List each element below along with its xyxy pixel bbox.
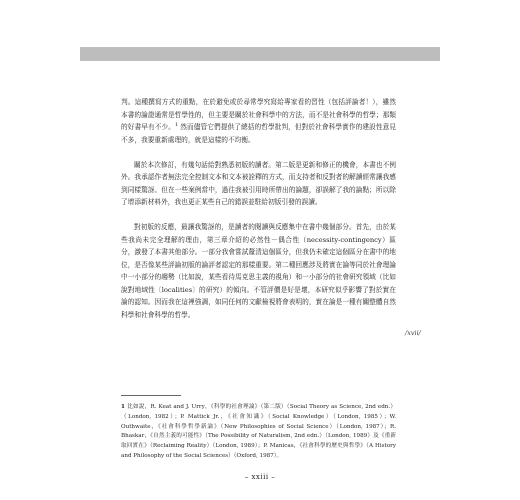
paragraph-2: 關於本次修訂，有幾句話給對熟悉初版的讀者。第二版是更新和修正的機會，本書也不例外。我承認作者無法完全控制文本和文本被詮釋的方式，而支持者和反對者的解讀經常讓我感到同樣驚訝。但在一些案例當中，過往我被引用時所帶出的論題，卻誤解了我的論點；所以除了增添新材料外，我也更正某些自己的錯誤並駐給初版引發的誤讀。 xyxy=(121,160,396,206)
paragraph-1 xyxy=(121,96,396,146)
margin-page-reference: /xvii/ xyxy=(405,329,421,337)
paragraph-3: 對初版的反應，最讓我驚訝的，是讀者的閱讀與反應集中在書中幾個部分。首先，由於某些我尚未完全理解的理由，第三章介紹的必然性－偶合性（necessity-contingency）區分，激發了本書其他部分。一部分我會嘗試釐清這個區分，但我仍未確定這個區分在書中的地位，是否像某些評論初版的論評者認定的那樣重要。第二種回應涉及將實在論等同於社會理論中一小部分的趨勢（比如說，某些看待馬克思主義的視角）和一小部分的社會研究領域（比如說對地域性〔localities〕的研究）的傾向。不管評價是好是壞，本研究似乎影響了對於實在論的認知。因而我在這裡強調，如同任何的文獻檢視將會表明的，實在論是一種有關整體自然科學和社會科學的哲學。 xyxy=(121,223,396,319)
footnote-text: 比如說，R. Keat and J. Urry，《科學的社會理論》（第二版）（Social Theory as Science, 2nd edn.）（London, 1982）；P. Mattick Jr.，《社會知識》（Social Knowledge）（London, 1985）；W. Outhwaite，《社會科學哲學新論》（New Philosophies of Social Science）（London, 1987）；R. Bhaskar，《自然主義的可能性》（The Possibility of Naturalism, 2nd edn.）（London, 1989）及《重新取回實在》（Reclaiming Reality）（London, 1989）；P. Manicas，《社會科學的歷史與哲學》（A History and Philosophy of the Social Sciences）（Oxford, 1987）。 xyxy=(121,404,396,459)
footnote-divider xyxy=(121,395,181,396)
header-band xyxy=(80,47,440,61)
body-text xyxy=(121,96,396,321)
footnote-number: 1 xyxy=(121,404,125,410)
footnote-reference-mark[interactable]: 1 xyxy=(174,121,179,128)
paragraph-1-text-b: 然而儘管它們提供了總括的哲學批判，但對於社會科學實作的建設性意見不多，我要重新處理的，就是這樣的不均衡。 xyxy=(121,123,396,144)
paragraph-1-text-a: 判。這種撰寫方式的重點，在於避免或於尋常學究寫給專家看的習性（包括評論者！），雖然本書的論證通常是哲學性的，但主要是關於社會科學中的方法，而不是社會科學的哲學；那類的好書早有不少。 xyxy=(121,98,396,131)
page-number: – xxiii – xyxy=(244,473,276,481)
footnote xyxy=(121,403,396,462)
